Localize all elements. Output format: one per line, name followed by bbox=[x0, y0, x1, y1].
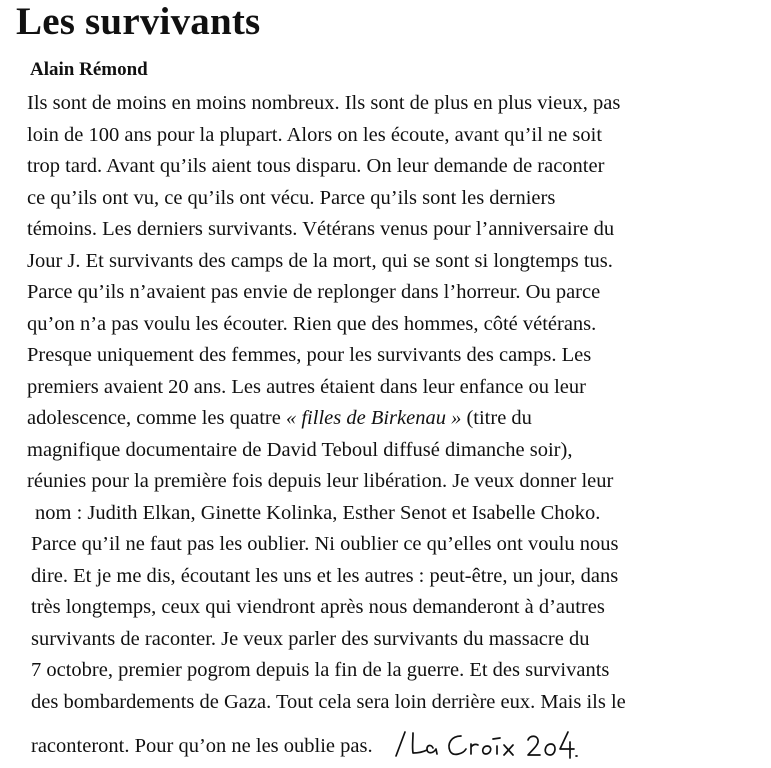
body-last-line bbox=[31, 718, 767, 763]
body-line: ce qu’ils ont vu, ce qu’ils ont vécu. Parce qu’ils sont les derniers bbox=[27, 186, 556, 209]
body-line: Jour J. Et survivants des camps de la mort, qui se sont si longtemps tus. bbox=[27, 249, 613, 272]
article-title: Les survivants bbox=[16, 0, 261, 43]
body-line: qu’on n’a pas voulu les écouter. Rien que des hommes, côté vétérans. bbox=[27, 312, 597, 335]
documentary-title: « filles de Birkenau » bbox=[285, 407, 462, 429]
body-line: nom : Judith Elkan, Ginette Kolinka, Esther Senot et Isabelle Choko. bbox=[35, 501, 601, 524]
body-line: Ils sont de moins en moins nombreux. Ils sont de plus en plus vieux, pas bbox=[27, 92, 621, 114]
body-line: premiers avaient 20 ans. Les autres étaient dans leur enfance ou leur bbox=[27, 375, 586, 398]
body-line-with-title bbox=[27, 403, 767, 435]
body-line: trop tard. Avant qu’ils aient tous disparu. On leur demande de raconter bbox=[27, 155, 605, 177]
body-line-part: (titre du bbox=[461, 407, 532, 429]
body-line-part: raconteront. Pour qu’on ne les oublie pas. bbox=[31, 735, 373, 757]
body-line: Presque uniquement des femmes, pour les survivants des camps. Les bbox=[27, 344, 592, 366]
body-line: 7 octobre, premier pogrom depuis la fin de la guerre. Et des survivants bbox=[31, 659, 610, 681]
body-line: des bombardements de Gaza. Tout cela sera loin derrière eux. Mais ils le bbox=[31, 690, 626, 713]
body-line: très longtemps, ceux qui viendront après nous demanderont à d’autres bbox=[31, 596, 605, 618]
body-line: réunies pour la première fois depuis leur libération. Je veux donner leur bbox=[27, 470, 614, 492]
body-line: survivants de raconter. Je veux parler des survivants du massacre du bbox=[31, 627, 590, 650]
body-line: Parce qu’ils n’avaient pas envie de replonger dans l’horreur. Ou parce bbox=[27, 281, 601, 303]
body-line: loin de 100 ans pour la plupart. Alors on les écoute, avant qu’il ne soit bbox=[27, 123, 603, 146]
article-author: Alain Rémond bbox=[30, 59, 148, 80]
body-line-part: adolescence, comme les quatre bbox=[27, 407, 286, 429]
body-line: dire. Et je me dis, écoutant les uns et les autres : peut-être, un jour, dans bbox=[31, 564, 619, 587]
article-body bbox=[27, 88, 767, 763]
body-line: témoins. Les derniers survivants. Vétérans venus pour l’anniversaire du bbox=[27, 218, 615, 240]
body-line: Parce qu’il ne faut pas les oublier. Ni oublier ce qu’elles ont voulu nous bbox=[31, 533, 619, 555]
handwritten-source-note bbox=[389, 726, 579, 760]
body-line: magnifique documentaire de David Teboul diffusé dimanche soir), bbox=[27, 438, 573, 461]
